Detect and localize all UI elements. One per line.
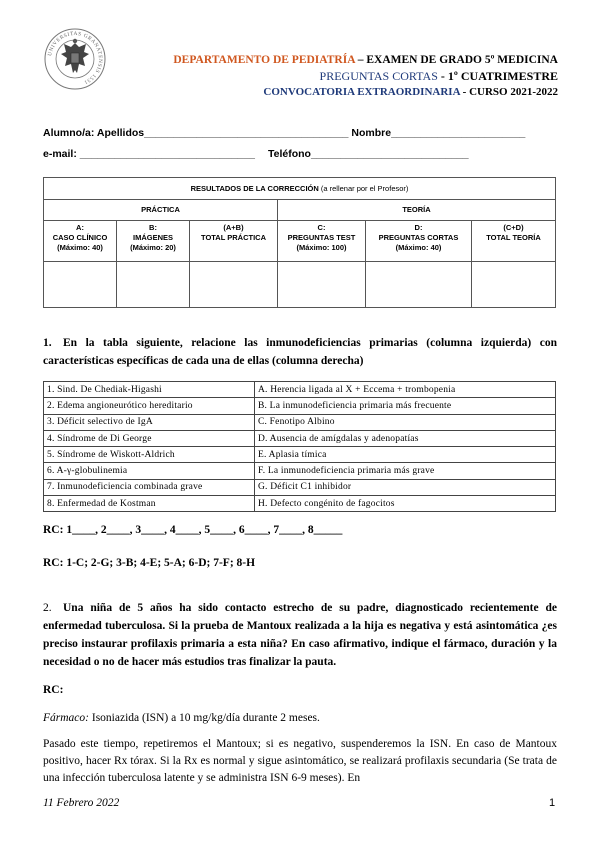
immunodeficiency-table [43,381,556,512]
col-ab-header: (A+B) TOTAL PRÁCTICA [190,221,278,261]
question-1-text: En la tabla siguiente, relacione las inmunodeficiencias primarias (columna izquierda) con características específicas de cada una de ellas (columna derecha) [43,337,557,367]
col-d-header: D: PREGUNTAS CORTAS (Máximo: 40) [366,221,472,261]
page-number: 1 [549,797,556,809]
exam-title: – EXAMEN DE GRADO 5º MEDICINA [354,54,558,66]
results-table [43,177,556,308]
score-cell-a[interactable] [44,261,117,307]
practice-header: PRÁCTICA [44,200,278,221]
table-row: 6. A-γ-globulinemia F. La inmunodeficiencia primaria más grave [44,463,556,479]
theory-header: TEORÍA [278,200,556,221]
academic-year: - CURSO 2021-2022 [459,86,558,98]
question-2-text: Una niña de 5 años ha sido contacto estrecho de su padre, diagnosticado recientemente de enfermedad tuberculosa. Si la prueba de Mantoux realizada a la hija es negativa y está asintomática ¿es preciso instaurar profilaxis primaria a esta niña? En caso afirmativo, indique el fármaco, duración y la necesidad o no de hacer más estudios tras finalizar la pauta. [43,602,557,668]
question-2 [43,599,557,671]
table-row: 5. Síndrome de Wiskott-Aldrich E. Aplasia tímica [44,447,556,463]
question-1-answer-blanks[interactable]: RC: 1____, 2____, 3____, 4____, 5____, 6____, 7____, 8_____ [43,524,343,536]
score-cell-d[interactable] [366,261,472,307]
table-row: 7. Inmunodeficiencia combinada grave G. Déficit C1 inhibidor [44,479,556,495]
results-title: RESULTADOS DE LA CORRECCIÓN (a rellenar por el Profesor) [44,178,556,200]
header-line-1 [173,54,558,66]
col-c-header: C: PREGUNTAS TEST (Máximo: 100) [278,221,366,261]
table-row: 2. Edema angioneurótico hereditario B. La inmunodeficiencia primaria más frecuente [44,398,556,414]
table-row: 1. Sind. De Chediak-Higashi A. Herencia ligada al X + Eccema + trombopenia [44,382,556,398]
question-2-number: 2. [43,602,52,614]
table-row: 3. Déficit selectivo de IgA C. Fenotipo Albino [44,414,556,430]
col-a-header: A: CASO CLÍNICO (Máximo: 40) [44,221,117,261]
email-field[interactable]: e-mail: ______________________________ [43,148,255,160]
question-1-number: 1. [43,337,52,349]
term: - 1º CUATRIMESTRE [437,69,558,83]
col-cd-header: (C+D) TOTAL TEORÍA [472,221,556,261]
table-row: 4. Síndrome de Di George D. Ausencia de amígdalas y adenopatías [44,430,556,446]
header-line-2 [320,69,558,84]
drug-text: Isoniazida (ISN) a 10 mg/kg/día durante 2 meses. [89,712,320,724]
questions-type: PREGUNTAS CORTAS [319,69,438,83]
question-1-answer: RC: 1-C; 2-G; 3-B; 4-E; 5-A; 6-D; 7-F; 8-H [43,557,256,569]
department-name: DEPARTAMENTO DE PEDIATRÍA [173,54,355,66]
student-name-field[interactable]: Alumno/a: Apellidos___________________________________ Nombre_______________________ [43,127,526,139]
footer-date: 11 Febrero 2022 [43,797,120,809]
score-cell-cd[interactable] [472,261,556,307]
phone-field[interactable]: Teléfono___________________________ [268,148,469,160]
question-2-followup: Pasado este tiempo, repetiremos el Mantoux; si es negativo, suspenderemos la ISN. En caso de Mantoux positivo, hacer Rx tórax. Si la Rx es normal y sigue asintomático, se realizará profilaxis secundaria (Se trata de una infección tuberculosa latente y se administra ISN 6-9 meses). En [43,738,557,784]
exam-call: CONVOCATORIA EXTRAORDINARIA [263,86,460,98]
question-2-drug [43,710,557,727]
drug-label: Fármaco: [43,712,89,724]
score-cell-ab[interactable] [190,261,278,307]
score-cell-b[interactable] [117,261,190,307]
question-1 [43,334,557,370]
question-2-rc-label: RC: [43,684,64,696]
header-line-3 [263,86,558,98]
university-logo [44,28,106,90]
table-row: 8. Enfermedad de Kostman H. Defecto congénito de fagocitos [44,496,556,512]
score-cell-c[interactable] [278,261,366,307]
col-b-header: B: IMÁGENES (Máximo: 20) [117,221,190,261]
svg-text:UNIVERSITAS GRANATENSIS 1531: UNIVERSITAS GRANATENSIS 1531 [47,30,104,86]
